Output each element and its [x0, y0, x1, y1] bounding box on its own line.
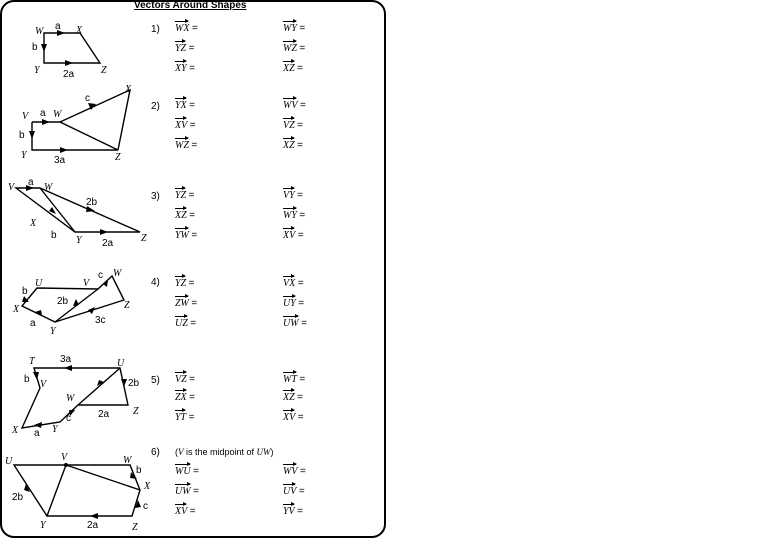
equals-sign: = — [299, 466, 306, 477]
point-label: Z — [132, 522, 138, 533]
question-number: 6) — [151, 447, 160, 458]
vector-name: ZW — [175, 295, 189, 309]
diagram-6 — [14, 465, 140, 516]
point-label: W — [113, 268, 122, 279]
vector-name: VZ — [283, 117, 295, 131]
point-label: Y — [40, 520, 46, 531]
equals-sign: = — [297, 412, 304, 423]
vector-expression — [175, 137, 197, 151]
vector-name: XZ — [175, 207, 187, 221]
vector-name: XZ — [283, 60, 295, 74]
point-label: Y — [34, 65, 40, 76]
vector-name: YV — [283, 503, 295, 517]
arrow-head — [88, 307, 95, 314]
point-label: U — [5, 456, 13, 467]
point-label: Z — [141, 233, 147, 244]
vector-expression — [283, 275, 304, 289]
diagram-5 — [22, 368, 128, 428]
point-label: V — [8, 182, 15, 193]
vector-name: ZX — [175, 389, 187, 403]
equals-sign: = — [297, 190, 304, 201]
equals-sign: = — [299, 43, 306, 54]
vector-label: a — [28, 177, 34, 188]
vector-expression — [283, 40, 305, 54]
point-label: X — [30, 218, 37, 229]
vector-expression — [175, 207, 195, 221]
vector-name: XV — [175, 503, 187, 517]
point-label: X — [13, 304, 20, 315]
question-number: 1) — [151, 24, 160, 35]
point-label: V — [40, 379, 47, 390]
vector-expression — [283, 97, 306, 111]
vector-expression — [175, 483, 199, 497]
vector-expression — [175, 503, 196, 517]
vector-name: WZ — [283, 40, 297, 54]
vector-name: YZ — [175, 275, 186, 289]
vector-label: 2a — [63, 69, 75, 80]
equals-sign: = — [188, 278, 195, 289]
vector-name: YT — [175, 409, 186, 423]
vector-name: VY — [283, 187, 295, 201]
vector-name: WT — [283, 371, 297, 385]
vector-expression — [175, 117, 196, 131]
equals-sign: = — [188, 43, 195, 54]
vector-expression — [283, 463, 306, 477]
equals-sign: = — [188, 412, 195, 423]
point-label: U — [117, 358, 125, 369]
equals-sign: = — [189, 210, 196, 221]
vector-expression — [283, 20, 305, 34]
equals-sign: = — [189, 120, 196, 131]
vector-expression — [175, 227, 197, 241]
vector-expression — [175, 295, 197, 309]
vector-label: 2b — [86, 197, 98, 208]
equals-sign: = — [193, 486, 199, 497]
vector-name: WV — [283, 97, 297, 111]
vector-expression — [175, 315, 196, 329]
equals-sign: = — [299, 23, 306, 34]
vector-expression — [283, 60, 303, 74]
equals-sign: = — [189, 374, 196, 385]
equals-sign: = — [193, 466, 199, 477]
vector-expression — [175, 275, 194, 289]
point-label: Y — [21, 150, 27, 161]
arrow-head — [121, 379, 127, 387]
arrow-head — [64, 365, 72, 371]
point-label: Z — [133, 406, 139, 417]
point-label: Y — [50, 326, 56, 337]
point-label: U — [35, 278, 43, 289]
equals-sign: = — [188, 190, 195, 201]
point-label: T — [29, 356, 35, 367]
vector-name: WZ — [175, 137, 189, 151]
vector-name: YW — [175, 227, 189, 241]
point-label: W — [53, 109, 62, 120]
vector-name: UW — [283, 315, 299, 329]
point-label: Z — [101, 65, 107, 76]
arrow-head — [100, 229, 108, 235]
vector-name: WX — [175, 20, 189, 34]
point-label: X — [125, 84, 132, 95]
equals-sign: = — [298, 486, 305, 497]
midpoint-note: (V is the midpoint of UW) — [175, 447, 274, 457]
vector-name: YX — [175, 97, 187, 111]
vector-expression — [283, 409, 304, 423]
vector-expression — [175, 187, 194, 201]
point-label: V — [22, 111, 29, 122]
vector-name: VX — [283, 275, 295, 289]
arrow-head — [65, 60, 73, 66]
vector-name: WY — [283, 20, 297, 34]
equals-sign: = — [297, 140, 304, 151]
vector-name: WU — [175, 463, 191, 477]
vector-expression — [283, 295, 304, 309]
arrow-head — [29, 131, 35, 139]
point-label: X — [12, 425, 19, 436]
vector-label: c — [143, 501, 148, 512]
vector-label: 2a — [102, 238, 114, 249]
question-number: 5) — [151, 375, 160, 386]
vector-expression — [175, 20, 198, 34]
question-number: 4) — [151, 277, 160, 288]
vector-expression — [175, 409, 194, 423]
equals-sign: = — [191, 230, 198, 241]
midpoint-marker — [64, 463, 68, 467]
point-label: Z — [124, 300, 130, 311]
equals-sign: = — [191, 23, 198, 34]
arrow-head — [103, 280, 108, 287]
vector-label: b — [32, 42, 38, 53]
vector-label: a — [55, 21, 61, 32]
vector-label: b — [24, 374, 30, 385]
vector-label: 2b — [57, 296, 69, 307]
equals-sign: = — [297, 278, 304, 289]
vector-label: 2a — [87, 520, 99, 531]
point-label: W — [44, 182, 53, 193]
vector-label: b — [51, 230, 57, 241]
vector-name: UZ — [175, 315, 188, 329]
vector-expression — [283, 137, 303, 151]
vector-label: c — [98, 270, 103, 281]
worksheet-title: Vectors Around Shapes — [134, 0, 247, 11]
vector-name: XV — [175, 117, 187, 131]
point-label: W — [66, 393, 75, 404]
vector-label: 3c — [95, 315, 106, 326]
vector-expression — [283, 227, 304, 241]
vector-name: UY — [283, 295, 296, 309]
arrow-head — [41, 44, 47, 52]
vector-name: WY — [283, 207, 297, 221]
vector-expression — [175, 60, 195, 74]
diagram-1 — [44, 33, 100, 63]
point-label: W — [35, 26, 44, 37]
vector-name: XY — [175, 60, 187, 74]
vector-expression — [175, 40, 194, 54]
point-label: X — [76, 25, 83, 36]
point-label: Y — [76, 235, 82, 246]
vector-label: 3a — [60, 354, 72, 365]
equals-sign: = — [191, 140, 198, 151]
vector-label: a — [34, 428, 40, 439]
vector-expression — [175, 97, 195, 111]
question-number: 2) — [151, 101, 160, 112]
vector-name: VZ — [175, 371, 187, 385]
vector-expression — [283, 371, 305, 385]
vector-name: YZ — [175, 187, 186, 201]
vector-label: b — [22, 286, 28, 297]
vector-name: XV — [283, 409, 295, 423]
vector-label: 2b — [128, 378, 140, 389]
vector-name: XV — [283, 227, 295, 241]
vector-name: WV — [283, 463, 297, 477]
vector-name: XZ — [283, 137, 295, 151]
equals-sign: = — [298, 298, 305, 309]
equals-sign: = — [301, 318, 307, 329]
vector-label: 3a — [54, 155, 66, 166]
diagram-2 — [32, 90, 130, 150]
vector-label: b — [19, 130, 25, 141]
equals-sign: = — [297, 63, 304, 74]
arrow-head — [42, 119, 50, 125]
equals-sign: = — [299, 210, 306, 221]
vector-label: b — [136, 465, 142, 476]
point-label: Z — [115, 152, 121, 163]
arrow-head — [90, 513, 98, 519]
vector-label: c — [85, 93, 90, 104]
vector-expression — [283, 483, 305, 497]
vector-label: c — [66, 413, 71, 424]
equals-sign: = — [191, 298, 198, 309]
diagrams-canvas — [0, 0, 386, 540]
arrow-head — [33, 372, 39, 380]
point-label: Y — [52, 424, 58, 435]
point-label: V — [83, 278, 90, 289]
vector-expression — [283, 207, 305, 221]
vector-name: XZ — [283, 389, 295, 403]
arrow-head — [60, 147, 68, 153]
equals-sign: = — [189, 506, 196, 517]
vector-expression — [175, 371, 195, 385]
vector-label: a — [40, 108, 46, 119]
equals-sign: = — [297, 506, 304, 517]
vector-label: 2b — [12, 492, 24, 503]
vector-name: UW — [175, 483, 191, 497]
vector-expression — [283, 503, 303, 517]
point-label: X — [144, 481, 151, 492]
vector-label: 2a — [98, 409, 110, 420]
question-number: 3) — [151, 191, 160, 202]
vector-expression — [283, 315, 307, 329]
vector-expression — [283, 389, 303, 403]
equals-sign: = — [297, 392, 304, 403]
equals-sign: = — [297, 120, 304, 131]
equals-sign: = — [190, 318, 197, 329]
equals-sign: = — [189, 392, 196, 403]
vector-name: UV — [283, 483, 296, 497]
vector-label: a — [30, 318, 36, 329]
vector-name: YZ — [175, 40, 186, 54]
equals-sign: = — [299, 374, 306, 385]
vector-expression — [283, 187, 303, 201]
point-label: V — [61, 452, 68, 463]
equals-sign: = — [189, 63, 196, 74]
arrow-head — [73, 299, 79, 306]
point-label: W — [123, 455, 132, 466]
equals-sign: = — [297, 230, 304, 241]
equals-sign: = — [299, 100, 306, 111]
vector-expression — [283, 117, 303, 131]
equals-sign: = — [189, 100, 196, 111]
vector-expression — [175, 389, 195, 403]
vector-expression — [175, 463, 199, 477]
